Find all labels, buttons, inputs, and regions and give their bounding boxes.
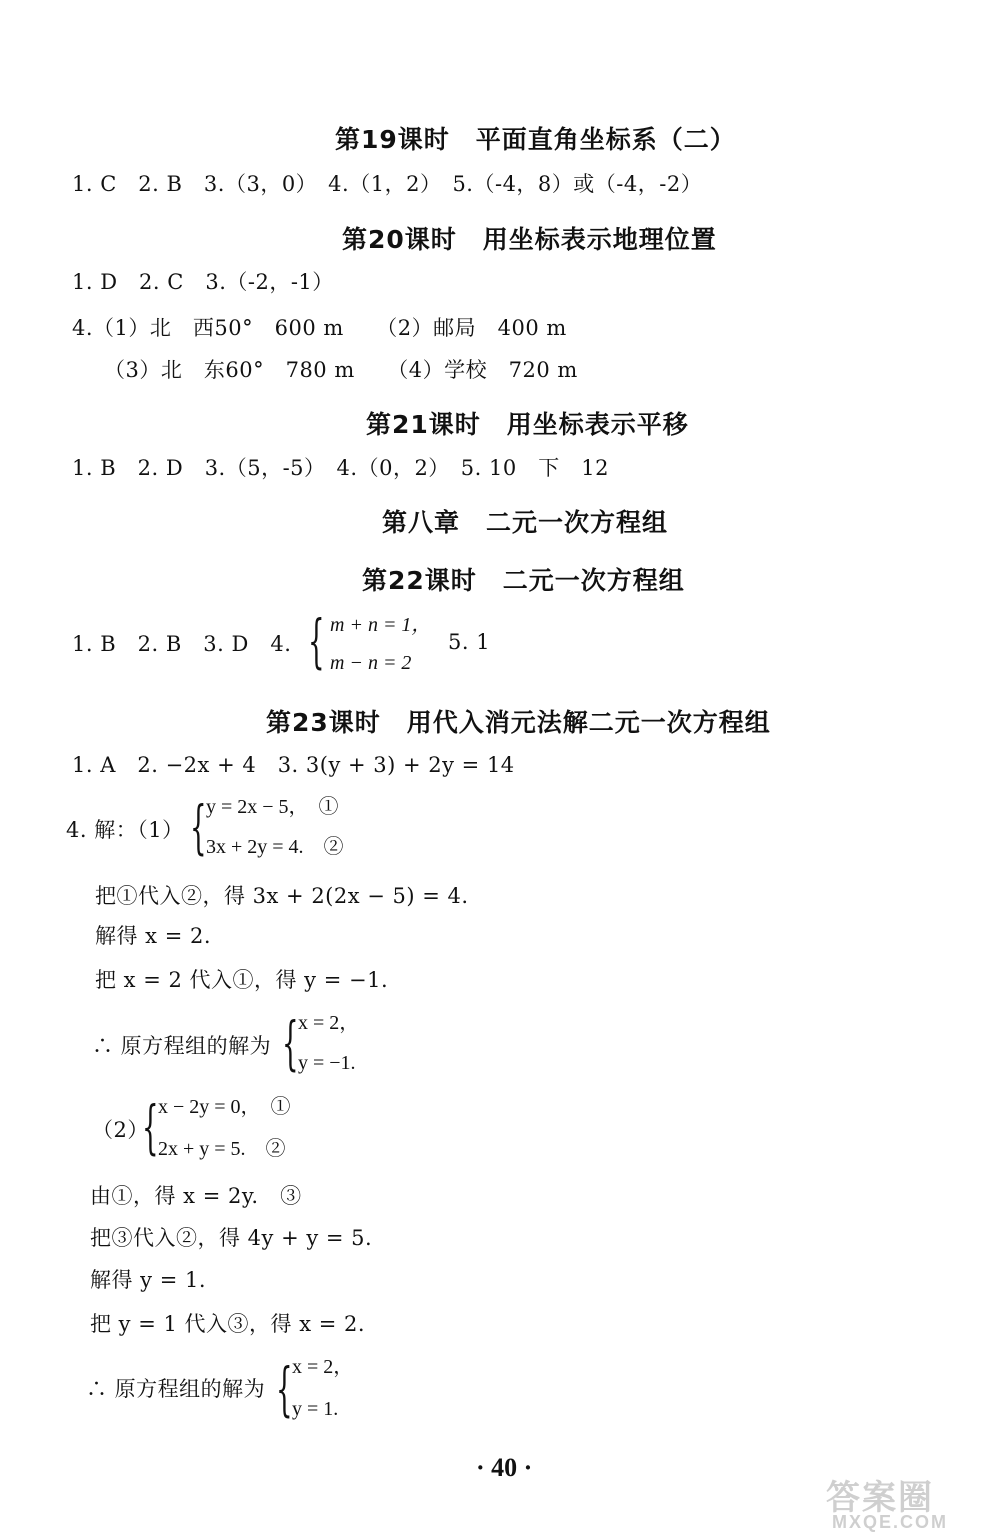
lesson-20-title: 第20课时 用坐标表示地理位置 — [342, 225, 717, 254]
part-1-solution-x: x = 2， — [298, 1012, 360, 1034]
part-2-equation-2: 2x + y = 5. ② — [158, 1138, 286, 1160]
system-brace: { — [142, 1093, 159, 1161]
lesson-21-title: 第21课时 用坐标表示平移 — [366, 410, 689, 439]
lesson-23-answers: 1. A 2. −2x + 4 3. 3(y + 3) + 2y = 14 — [72, 753, 515, 777]
lesson-19-answers: 1. C 2. B 3.（3，0） 4.（1，2） 5.（-4，8）或（-4，-2） — [72, 172, 703, 196]
part-2-step-3: 解得 y = 1. — [90, 1268, 207, 1292]
part-1-step-2: 解得 x = 2. — [95, 924, 212, 948]
part-1-conclusion: ∴ 原方程组的解为 — [92, 1034, 272, 1058]
lesson-20-answers-1: 1. D 2. C 3.（-2，-1） — [72, 270, 334, 294]
lesson-19-title: 第19课时 平面直角坐标系（二） — [335, 125, 736, 154]
part-1-step-1: 把①代入②，得 3x + 2(2x − 5) = 4. — [95, 884, 469, 908]
system-brace: { — [276, 1355, 293, 1423]
part-2-step-4: 把 y = 1 代入③，得 x = 2. — [90, 1312, 366, 1336]
lesson-22-title: 第22课时 二元一次方程组 — [362, 566, 685, 595]
part-1-equation-2: 3x + 2y = 4. ② — [206, 836, 344, 858]
lesson-20-answers-2: 4.（1）北 西50° 600 m （2）邮局 400 m — [72, 316, 567, 340]
question-4-prefix: 4. 解：（1） — [66, 818, 184, 842]
lesson-21-answers: 1. B 2. D 3.（5，-5） 4.（0，2） 5. 10 下 12 — [72, 456, 609, 480]
part-2-solution-y: y = 1. — [292, 1398, 339, 1420]
part-2-step-1: 由①，得 x = 2y. ③ — [90, 1184, 302, 1208]
lesson-22-equation-1: m + n = 1， — [330, 614, 432, 636]
part-2-equation-1: x − 2y = 0， ① — [158, 1096, 291, 1118]
part-1-equation-1: y = 2x − 5， ① — [206, 796, 339, 818]
part-2-solution-x: x = 2， — [292, 1356, 354, 1378]
lesson-22-answers: 1. B 2. B 3. D 4. — [72, 632, 292, 656]
chapter-8-title: 第八章 二元一次方程组 — [382, 508, 669, 537]
part-2-step-2: 把③代入②，得 4y + y = 5. — [90, 1226, 373, 1250]
part-2-conclusion: ∴ 原方程组的解为 — [86, 1377, 266, 1401]
page-number: · 40 · — [476, 1453, 533, 1482]
lesson-20-answers-3: （3）北 东60° 780 m （4）学校 720 m — [104, 358, 578, 382]
watermark-url: MXQE.COM — [832, 1512, 949, 1532]
part-2-prefix: （2） — [92, 1118, 149, 1142]
system-brace: { — [308, 607, 325, 675]
part-1-solution-y: y = −1. — [298, 1052, 356, 1074]
lesson-22-answer-5: 5. 1 — [448, 630, 491, 654]
system-brace: { — [190, 793, 207, 861]
system-brace: { — [282, 1009, 299, 1077]
lesson-23-title: 第23课时 用代入消元法解二元一次方程组 — [266, 708, 771, 737]
part-1-step-3: 把 x = 2 代入①，得 y = −1. — [95, 968, 389, 992]
watermark-logo: 答案圈 — [826, 1479, 934, 1517]
lesson-22-equation-2: m − n = 2 — [330, 652, 412, 674]
